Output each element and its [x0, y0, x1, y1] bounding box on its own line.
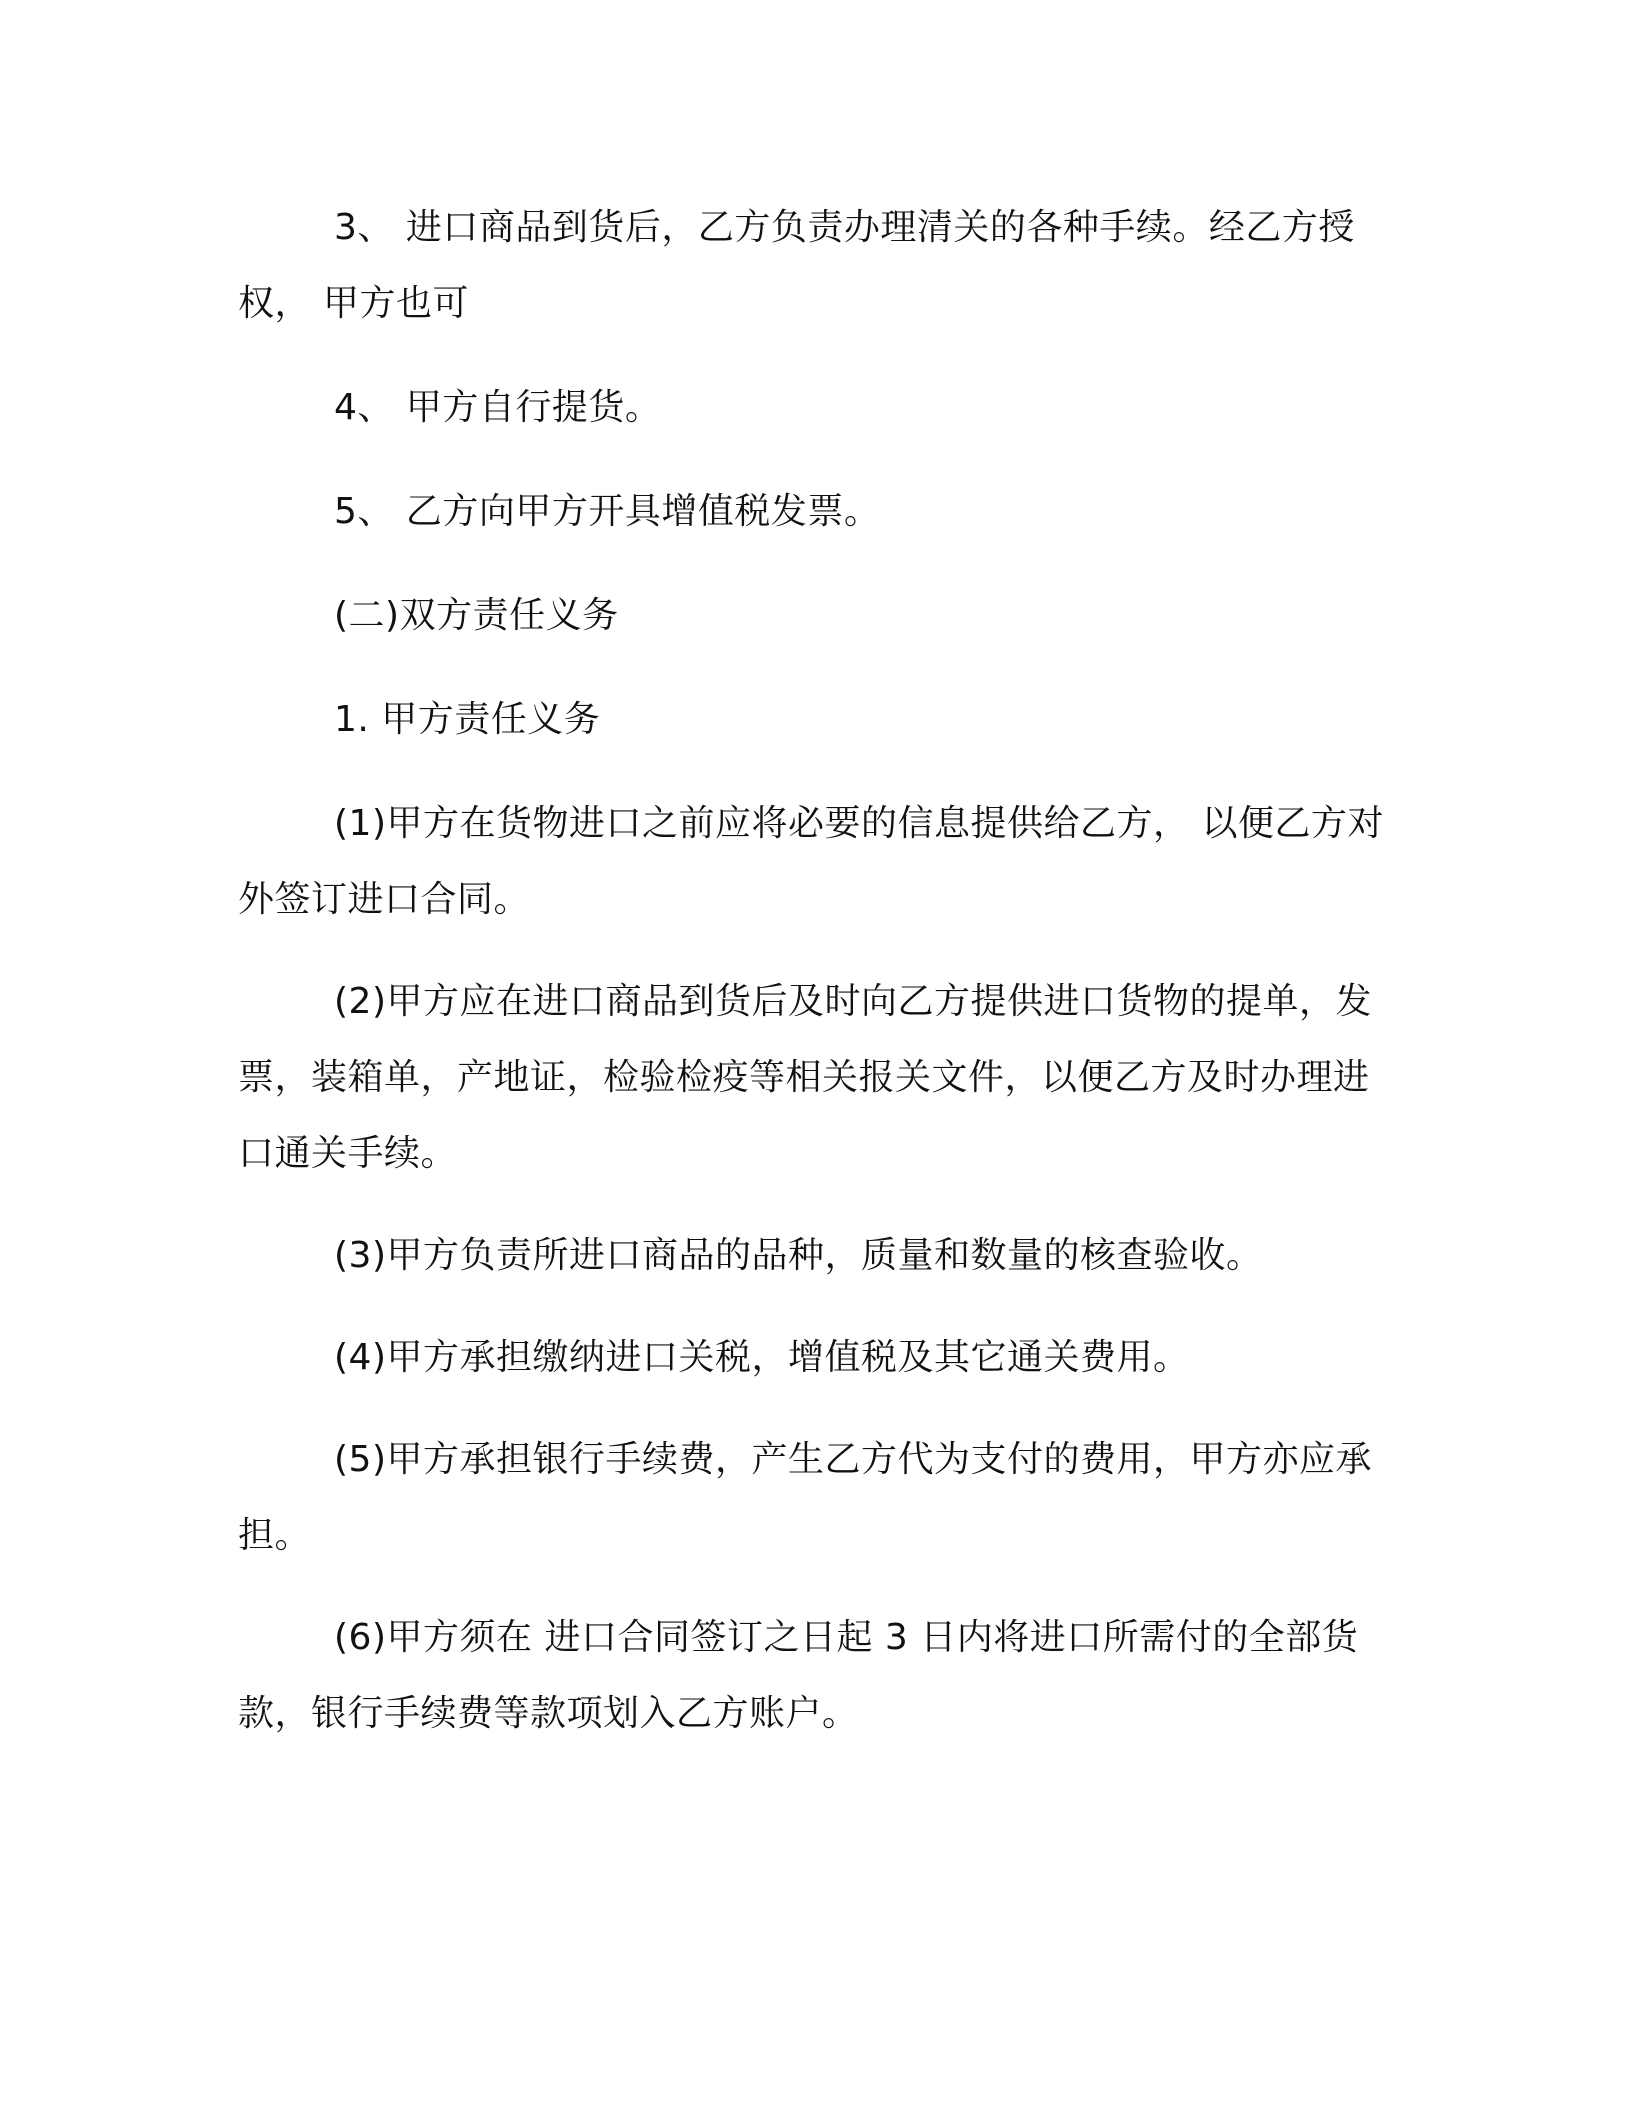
subheading-party-a-responsibilities: 1. 甲方责任义务: [334, 699, 601, 740]
paragraph-item-5-invoice: 5、 乙方向甲方开具增值税发票。: [334, 491, 881, 532]
paragraph-item-4-pickup: 4、 甲方自行提货。: [334, 387, 662, 428]
clause-3-inspection: (3)甲方负责所进口商品的品种，质量和数量的核查验收。: [334, 1235, 1263, 1276]
paragraph-item-3-customs: 3、 进口商品到货后，乙方负责办理清关的各种手续。经乙方授权， 甲方也可: [238, 207, 1355, 324]
clause-4-duties: (4)甲方承担缴纳进口关税，增值税及其它通关费用。: [334, 1337, 1190, 1378]
clause-2-documents: (2)甲方应在进口商品到货后及时向乙方提供进口货物的提单，发票，装箱单，产地证，检验检疫等相关报关文件，以便乙方及时办理进口通关手续。: [238, 981, 1372, 1174]
document-body: [238, 190, 1398, 1752]
section-heading-responsibilities: (二)双方责任义务: [334, 595, 619, 636]
clause-6-payment: (6)甲方须在 进口合同签订之日起 3 日内将进口所需付的全部货款，银行手续费等款项划入乙方账户。: [238, 1617, 1359, 1734]
clause-1-information: (1)甲方在货物进口之前应将必要的信息提供给乙方， 以便乙方对外签订进口合同。: [238, 803, 1384, 920]
clause-5-bank-fees: (5)甲方承担银行手续费，产生乙方代为支付的费用，甲方亦应承担。: [238, 1439, 1372, 1556]
